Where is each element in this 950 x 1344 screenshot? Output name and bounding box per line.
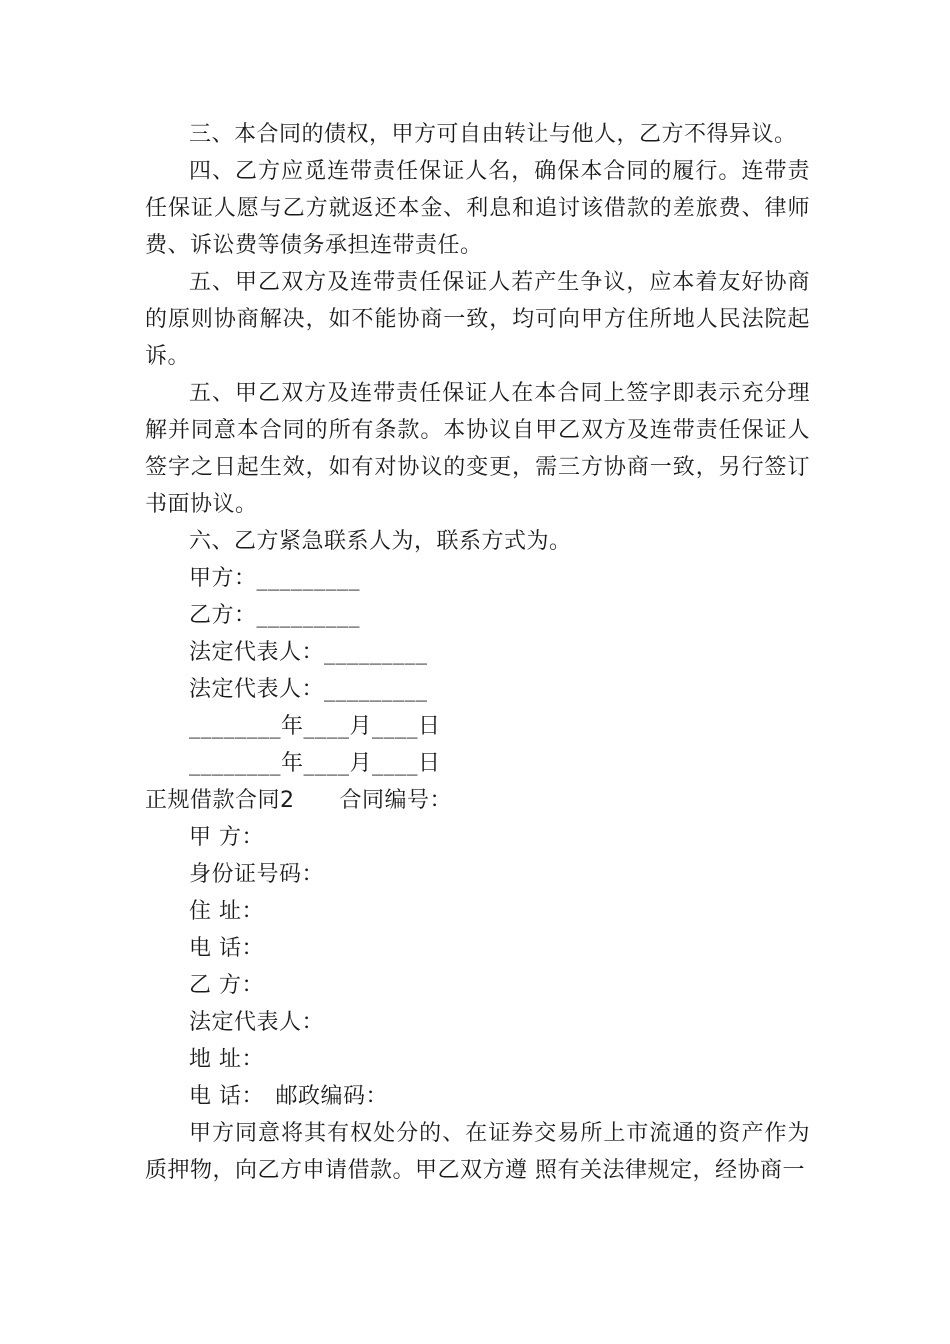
- party-a-signature-line: 甲方：_________: [189, 566, 361, 591]
- address-field: 住 址：: [189, 899, 264, 924]
- document-body: [145, 116, 810, 1189]
- contract-2-title: 正规借款合同2 合同编号：: [145, 788, 452, 813]
- phone-field-a: 电 话：: [189, 936, 264, 961]
- clause-6: 六、乙方紧急联系人为，联系方式为。: [189, 529, 572, 554]
- address-field-b: 地 址：: [189, 1047, 264, 1072]
- legal-rep-field: 法定代表人：: [189, 1010, 325, 1035]
- clause-4: 四、乙方应觅连带责任保证人名，确保本合同的履行。连带责任保证人愿与乙方就返还本金、利息和追讨该借款的差旅费、律师费、诉讼费等债务承担连带责任。: [145, 159, 810, 258]
- clause-3: 三、本合同的债权，甲方可自由转让与他人，乙方不得异议。: [189, 122, 797, 147]
- date-line-1: ________年____月____日: [189, 714, 441, 739]
- phone-postcode-field: 电 话： 邮政编码：: [189, 1084, 388, 1109]
- legal-rep-line-1: 法定代表人：_________: [189, 640, 428, 665]
- legal-rep-line-2: 法定代表人：_________: [189, 677, 428, 702]
- party-a-field: 甲 方：: [189, 825, 264, 850]
- party-b-signature-line: 乙方：_________: [189, 603, 361, 628]
- id-number-field: 身份证号码：: [189, 862, 325, 887]
- party-b-field: 乙 方：: [189, 973, 264, 998]
- clause-5-signature: 五、甲乙双方及连带责任保证人在本合同上签字即表示充分理解并同意本合同的所有条款。本协议自甲乙双方及连带责任保证人签字之日起生效，如有对协议的变更，需三方协商一致，另行签订书面协议。: [145, 381, 810, 517]
- contract-2-intro: 甲方同意将其有权处分的、在证券交易所上市流通的资产作为质押物，向乙方申请借款。甲乙双方遵 照有关法律规定，经协商一: [145, 1121, 810, 1183]
- date-line-2: ________年____月____日: [189, 751, 441, 776]
- clause-5-dispute: 五、甲乙双方及连带责任保证人若产生争议，应本着友好协商的原则协商解决，如不能协商一致，均可向甲方住所地人民法院起诉。: [145, 270, 810, 369]
